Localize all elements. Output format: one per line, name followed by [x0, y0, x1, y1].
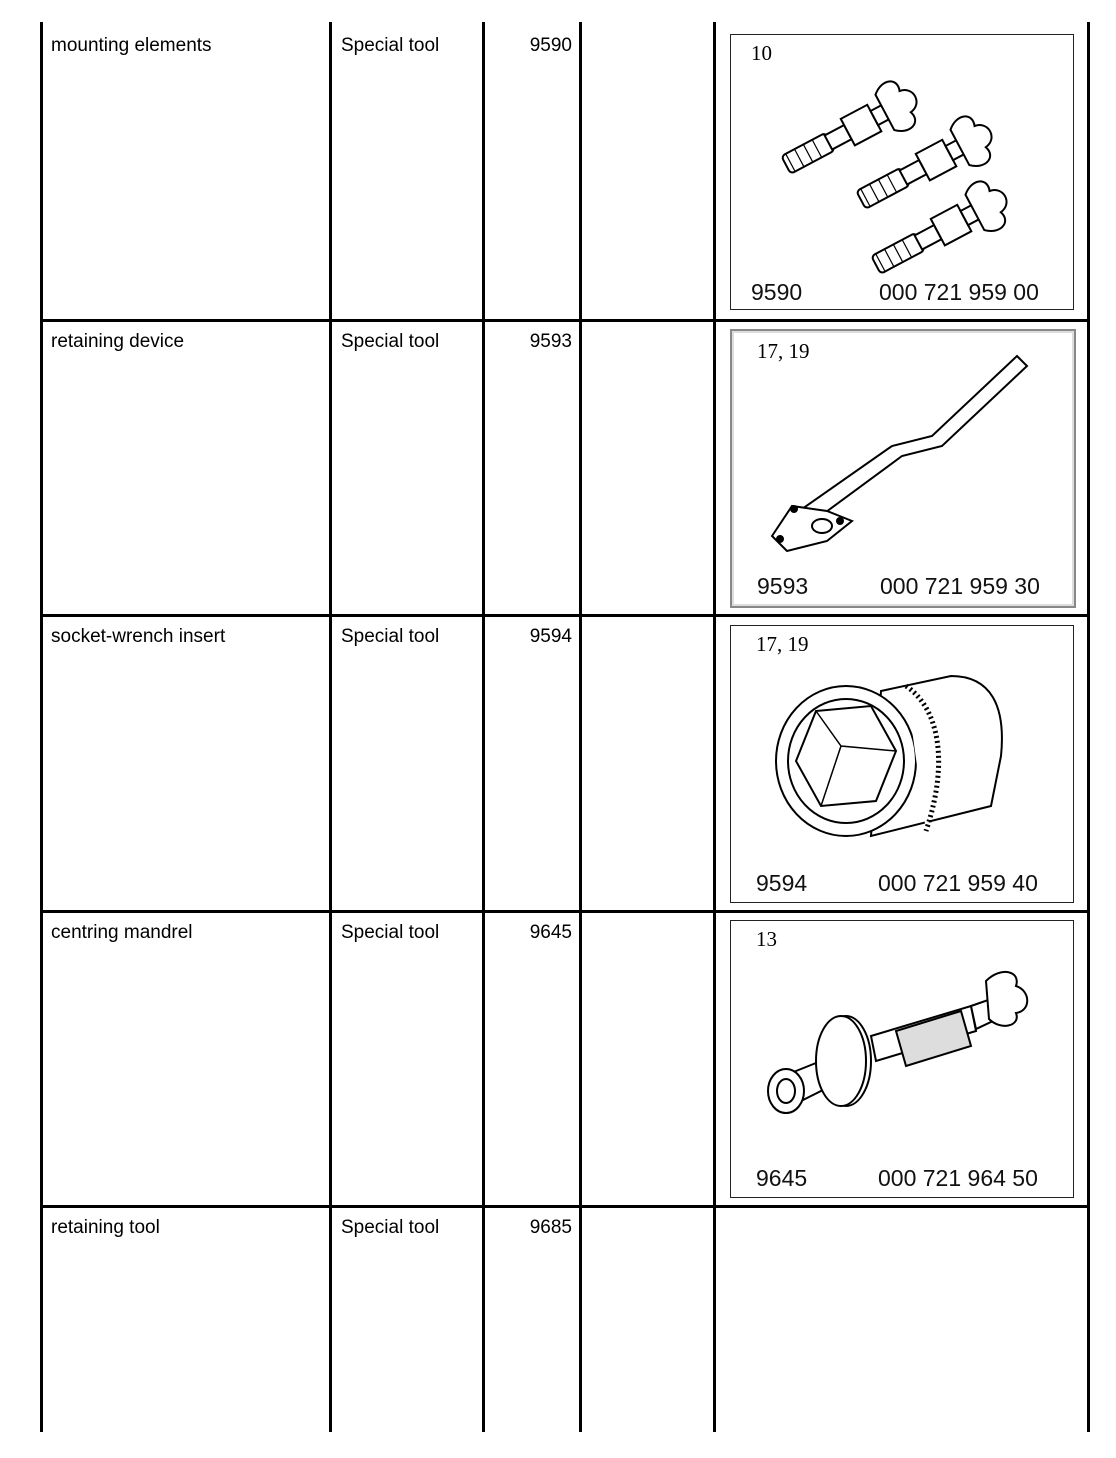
figure-label: 10: [751, 41, 772, 65]
tool-figure: [730, 329, 1076, 608]
tool-description: retaining tool: [51, 1217, 160, 1238]
figure-tool-number: 9593: [757, 573, 809, 599]
column-divider: [1087, 22, 1090, 1432]
figure-part-number: 000 721 964 50: [878, 1165, 1038, 1191]
row-divider: [40, 614, 1090, 617]
tool-number: 9590: [529, 35, 572, 56]
row-divider: [40, 319, 1090, 322]
figure-label: 17, 19: [757, 339, 810, 363]
row-divider: [40, 1205, 1090, 1208]
tool-number: 9685: [529, 1217, 572, 1238]
tool-type: Special tool: [341, 35, 440, 56]
column-divider: [713, 22, 716, 1432]
tool-description: centring mandrel: [51, 922, 193, 943]
tool-type: Special tool: [341, 922, 440, 943]
tool-description: socket-wrench insert: [51, 626, 226, 647]
column-divider: [329, 22, 332, 1432]
tool-description: mounting elements: [51, 35, 212, 56]
row-divider: [40, 910, 1090, 913]
column-divider: [579, 22, 582, 1432]
tool-number: 9645: [529, 922, 572, 943]
mounting-elements-illustration: [731, 50, 1071, 290]
tool-type: Special tool: [341, 626, 440, 647]
figure-tool-number: 9594: [756, 870, 808, 896]
tool-description: retaining device: [51, 331, 185, 352]
socket-wrench-illustration: [731, 646, 1071, 876]
column-divider: [40, 22, 43, 1432]
tool-figure: [730, 34, 1074, 310]
tool-number: 9594: [529, 626, 572, 647]
tool-type: Special tool: [341, 331, 440, 352]
figure-part-number: 000 721 959 40: [878, 870, 1038, 896]
retaining-device-illustration: [732, 346, 1072, 576]
figure-part-number: 000 721 959 00: [879, 279, 1039, 305]
figure-part-number: 000 721 959 30: [880, 573, 1040, 599]
figure-tool-number: 9645: [756, 1165, 808, 1191]
tool-type: Special tool: [341, 1217, 440, 1238]
tool-figure: [730, 625, 1074, 903]
figure-tool-number: 9590: [751, 279, 803, 305]
figure-label: 13: [756, 927, 777, 951]
tool-number: 9593: [529, 331, 572, 352]
centring-mandrel-illustration: [731, 941, 1071, 1171]
tool-figure: [730, 920, 1074, 1198]
figure-label: 17, 19: [756, 632, 809, 656]
